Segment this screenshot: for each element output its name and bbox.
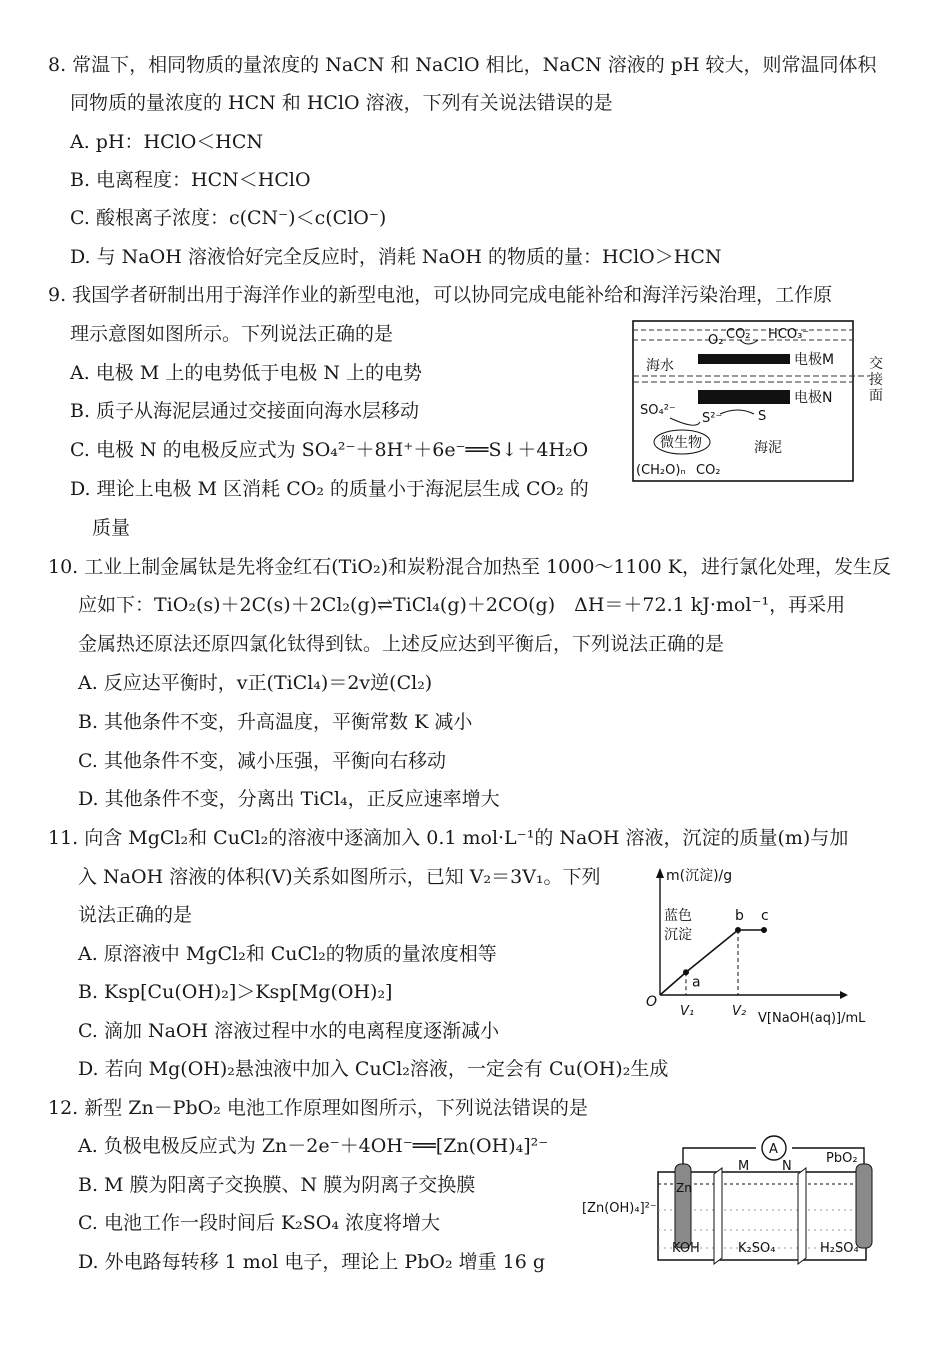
x-tick-label: V₁ <box>680 1004 695 1019</box>
k2so4-label: K₂SO₄ <box>738 1241 776 1256</box>
q10-option-b: B. 其他条件不变，升高温度，平衡常数 K 减小 <box>78 711 473 733</box>
q11-stem-line3: 说法正确的是 <box>78 904 193 926</box>
o2-label: O₂ <box>708 333 724 348</box>
membrane-n-label: N <box>782 1159 792 1174</box>
reaction-arrow <box>720 410 754 414</box>
origin-label: O <box>646 994 658 1010</box>
mud-label: 海泥 <box>754 440 782 456</box>
q11-stem-line2: 入 NaOH 溶液的体积(V)关系如图所示，已知 V₂＝3V₁。下列 <box>78 866 601 888</box>
electrode-n-plate <box>698 390 790 404</box>
electrode-m-plate <box>698 354 790 364</box>
x-axis-arrow <box>840 991 848 999</box>
y-axis-label: m(沉淀)/g <box>666 868 733 884</box>
annotation-line2: 沉淀 <box>664 927 692 943</box>
point-label: b <box>735 908 744 924</box>
microbe-label: 微生物 <box>660 435 702 451</box>
q8-option-d: D. 与 NaOH 溶液恰好完全反应时，消耗 NaOH 的物质的量：HClO＞HCN <box>70 246 722 268</box>
seawater-label: 海水 <box>646 358 674 374</box>
q9-option-b: B. 质子从海泥层通过交接面向海水层移动 <box>70 400 420 422</box>
koh-label: KOH <box>672 1241 700 1256</box>
q9-stem-line1: 9. 我国学者研制出用于海洋作业的新型电池，可以协同完成电能补给和海洋污染治理，工作原 <box>48 284 833 306</box>
q11-option-c: C. 滴加 NaOH 溶液过程中水的电离程度逐渐减小 <box>78 1020 500 1042</box>
q10-stem-line1: 10. 工业上制金属钛是先将金红石(TiO₂)和炭粉混合加热至 1000～1100 K，进行氯化处理，发生反 <box>48 556 892 578</box>
q11-option-a: A. 原溶液中 MgCl₂和 CuCl₂的物质的量浓度相等 <box>78 943 497 965</box>
point-label: a <box>692 974 701 991</box>
data-point-c <box>761 927 767 933</box>
zn-electrode <box>675 1164 691 1248</box>
q11-option-b: B. Ksp[Cu(OH)₂]＞Ksp[Mg(OH)₂] <box>78 981 393 1003</box>
q8-option-c: C. 酸根离子浓度：c(CN⁻)＜c(ClO⁻) <box>70 207 387 229</box>
q11-precipitate-chart <box>640 860 890 1030</box>
q9-battery-diagram <box>630 318 895 486</box>
annotation-line1: 蓝色 <box>664 908 692 924</box>
q10-option-c: C. 其他条件不变，减小压强，平衡向右移动 <box>78 750 446 772</box>
membrane-m-label: M <box>738 1159 750 1174</box>
co2-top-label: CO₂ <box>726 327 751 342</box>
x-tick-label: V₂ <box>732 1004 747 1019</box>
q12-option-a: A. 负极电极反应式为 Zn－2e⁻＋4OH⁻══[Zn(OH)₄]²⁻ <box>78 1135 549 1157</box>
q9-stem-line2: 理示意图如图所示。下列说法正确的是 <box>70 323 394 345</box>
q9-option-d-line2: 质量 <box>92 517 131 539</box>
q10-stem-line2: 应如下：TiO₂(s)＋2C(s)＋2Cl₂(g)⇌TiCl₄(g)＋2CO(g) ΔH＝＋72.1 kJ·mol⁻¹，再采用 <box>78 594 846 616</box>
ch2o-label: (CH₂O)ₙ <box>636 463 686 478</box>
point-label: c <box>761 908 769 924</box>
data-point-b <box>735 927 741 933</box>
co2-bottom-label: CO₂ <box>696 463 721 478</box>
interface-label-2: 接 <box>869 372 883 388</box>
q10-stem-line3: 金属热还原法还原四氯化钛得到钛。上述反应达到平衡后，下列说法正确的是 <box>78 633 725 655</box>
h2so4-label: H₂SO₄ <box>820 1241 859 1256</box>
q12-option-b: B. M 膜为阳离子交换膜、N 膜为阴离子交换膜 <box>78 1174 476 1196</box>
s-label: S <box>758 409 767 424</box>
q8-stem-line1: 8. 常温下，相同物质的量浓度的 NaCN 和 NaClO 相比，NaCN 溶液的 pH 较大，则常温同体积 <box>48 54 877 76</box>
q8-option-a: A. pH：HClO＜HCN <box>70 131 264 153</box>
q11-option-d: D. 若向 Mg(OH)₂悬浊液中加入 CuCl₂溶液，一定会有 Cu(OH)₂生成 <box>78 1058 669 1080</box>
q9-option-c: C. 电极 N 的电极反应式为 SO₄²⁻＋8H⁺＋6e⁻══S↓＋4H₂O <box>70 439 589 461</box>
pbo2-label: PbO₂ <box>826 1151 858 1166</box>
ammeter-label: A <box>769 1142 778 1157</box>
reaction-arrow <box>670 418 700 425</box>
q10-option-d: D. 其他条件不变，分离出 TiCl₄，正反应速率增大 <box>78 788 500 810</box>
interface-label-3: 面 <box>869 388 883 404</box>
hco3-label: HCO₃⁻ <box>768 327 810 342</box>
znoh4-label: [Zn(OH)₄]²⁻ <box>582 1201 657 1216</box>
q8-option-b: B. 电离程度：HCN＜HClO <box>70 169 311 191</box>
electrode-n-label: 电极N <box>794 390 833 406</box>
q8-stem-line2: 同物质的量浓度的 HCN 和 HClO 溶液，下列有关说法错误的是 <box>70 92 613 114</box>
q9-option-a: A. 电极 M 上的电势低于电极 N 上的电势 <box>70 362 423 384</box>
q9-option-d-line1: D. 理论上电极 M 区消耗 CO₂ 的质量小于海泥层生成 CO₂ 的 <box>70 478 589 500</box>
data-point-a <box>683 969 689 975</box>
interface-label-1: 交 <box>869 356 883 372</box>
x-axis-label: V[NaOH(aq)]/mL <box>758 1011 866 1026</box>
membrane-m <box>714 1168 722 1264</box>
q11-stem-line1: 11. 向含 MgCl₂和 CuCl₂的溶液中逐滴加入 0.1 mol·L⁻¹的 NaOH 溶液，沉淀的质量(m)与加 <box>48 827 849 849</box>
electrode-m-label: 电极M <box>794 352 835 368</box>
q10-option-a: A. 反应达平衡时，v正(TiCl₄)＝2v逆(Cl₂) <box>78 672 433 694</box>
zn-label: Zn <box>676 1181 692 1195</box>
y-axis-arrow <box>656 868 664 878</box>
q12-option-c: C. 电池工作一段时间后 K₂SO₄ 浓度将增大 <box>78 1212 441 1234</box>
so4-label: SO₄²⁻ <box>640 403 676 418</box>
q12-option-d: D. 外电路每转移 1 mol 电子，理论上 PbO₂ 增重 16 g <box>78 1251 546 1273</box>
q12-battery-diagram <box>578 1130 888 1265</box>
membrane-n <box>798 1168 806 1264</box>
s2-label: S²⁻ <box>702 411 723 426</box>
pbo2-electrode <box>856 1164 872 1248</box>
q12-stem: 12. 新型 Zn－PbO₂ 电池工作原理如图所示，下列说法错误的是 <box>48 1097 588 1119</box>
